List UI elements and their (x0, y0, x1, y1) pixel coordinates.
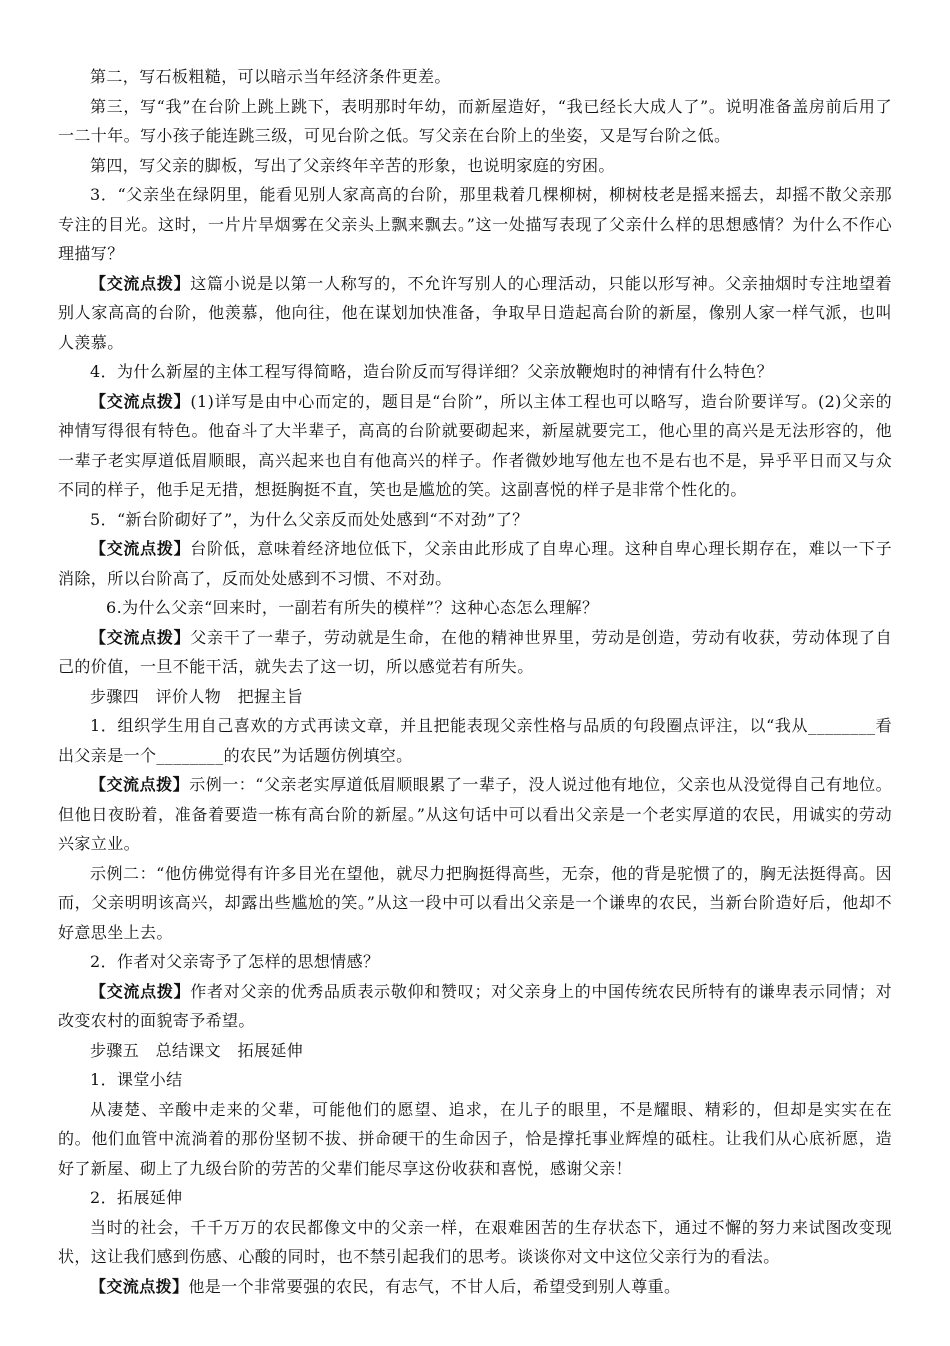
answer-text: 台阶低，意味着经济地位低下，父亲由此形成了自卑心理。这种自卑心理长期存在，难以一下子消除，所以台阶高了，反而处处感到不习惯、不对劲。 (58, 539, 892, 588)
answer-text: 这篇小说是以第一人称写的，不允许写别人的心理活动，只能以形写神。父亲抽烟时专注地望着别人家高高的台阶，他羡慕，他向往，他在谋划加快准备，争取早日造起高台阶的新屋，像别人家一样气派，也叫人羡慕。 (58, 273, 892, 352)
answer-tag: 【交流点拨】 (90, 981, 191, 1001)
answer-6 (58, 623, 892, 682)
answer-tag: 【交流点拨】 (90, 273, 191, 293)
answer-tag: 【交流点拨】 (90, 539, 191, 558)
paragraph-text: 第三，写“我”在台阶上跳上跳下，表明那时年幼，而新屋造好，“我已经长大成人了”。说明准备盖房前后用了一二十年。写小孩子能连跳三级，可见台阶之低。写父亲在台阶上的坐姿，又是写台阶之低。 (58, 96, 892, 145)
paragraph-text: 当时的社会，千千万万的农民都像文中的父亲一样，在艰难困苦的生存状态下，通过不懈的努力来试图改变现状，这让我们感到伤感、心酸的同时，也不禁引起我们的思考。谈谈你对文中这位父亲行为的看法。 (58, 1217, 892, 1266)
paragraph-text: 从凄楚、辛酸中走来的父辈，可能他们的愿望、追求，在儿子的眼里，不是耀眼、精彩的，但却是实实在在的。他们血管中流淌着的那份坚韧不拔、拼命硬干的生命因子，恰是撑托事业辉煌的砥柱。让我们从心底祈愿，造好了新屋、砌上了九级台阶的劳苦的父辈们能尽享这份收获和喜悦，感谢父亲！ (58, 1099, 892, 1178)
step-4-heading (58, 682, 892, 712)
answer-text: 作者对父亲的优秀品质表示敬仰和赞叹；对父亲身上的中国传统农民所特有的谦卑表示同情；对改变农村的面貌寄予希望。 (58, 981, 892, 1030)
answer-text: 父亲干了一辈子，劳动就是生命，在他的精神世界里，劳动是创造，劳动有收获，劳动体现了自己的价值，一旦不能干活，就失去了这一切，所以感觉若有所失。 (58, 627, 892, 676)
question-text: 3．“父亲坐在绿阴里，能看见别人家高高的台阶，那里栽着几棵柳树，柳树枝老是摇来摇去，却摇不散父亲那专注的目光。这时，一片片旱烟雾在父亲头上飘来飘去。”这一处描写表现了父亲什么样的思想感情？为什么不作心理描写？ (58, 185, 892, 263)
question-text: 4．为什么新屋的主体工程写得简略，造台阶反而写得详细？父亲放鞭炮时的神情有什么特色？ (90, 362, 773, 381)
subheading-text: 2．拓展延伸 (90, 1188, 183, 1207)
summary-text (58, 1095, 892, 1184)
answer-tag: 【交流点拨】 (90, 391, 191, 411)
heading-text: 步骤五 总结课文 拓展延伸 (90, 1040, 304, 1060)
paragraph-2 (58, 62, 892, 92)
question-text: 6.为什么父亲“回来时，一副若有所失的模样”？这种心态怎么理解？ (106, 598, 599, 617)
answer-text: 他是一个非常要强的农民，有志气，不甘人后，希望受到别人尊重。 (188, 1276, 681, 1296)
answer-3 (58, 269, 892, 358)
task-text: 1．组织学生用自己喜欢的方式再读文章，并且把能表现父亲性格与品质的句段圈点评注，以“我从________看出父亲是一个________的农民”为话题仿例填空。 (58, 716, 892, 765)
paragraph-3 (58, 92, 892, 151)
paragraph-4 (58, 151, 892, 181)
answer-extension (58, 1272, 892, 1302)
answer-text: (1)详写是由中心而定的，题目是“台阶”，所以主体工程也可以略写，造台阶要详写。(2)父亲的神情写得很有特色。他奋斗了大半辈子，高高的台阶就要砌起来，新屋就要完工，他心里的高兴是无法形容的，他一辈子老实厚道低眉顺眼，高兴起来也自有他高兴的样子。作者微妙地写他左也不是右也不是，异乎平日而又与众不同的样子，他手足无措，想挺胸挺不直，笑也是尴尬的笑。这副喜悦的样子是非常个性化的。 (58, 391, 893, 499)
task-text: 2．作者对父亲寄予了怎样的思想情感？ (90, 952, 380, 971)
example-1 (58, 770, 892, 859)
step-5-heading (58, 1036, 892, 1066)
question-text: 5．“新台阶砌好了”，为什么父亲反而处处感到“不对劲”了？ (90, 509, 529, 529)
step-4-task-1 (58, 711, 892, 770)
answer-4 (58, 387, 892, 505)
example-text: 示例二：“他仿佛觉得有许多目光在望他，就尽力把胸挺得高些，无奈，他的背是驼惯了的，胸无法挺得高。因而，父亲明明该高兴，却露出些尴尬的笑。”从这一段中可以看出父亲是一个谦卑的农民，当新台阶造好后，他却不好意思坐上去。 (58, 863, 892, 942)
answer-tag: 【交流点拨】 (90, 1276, 189, 1296)
summary-heading (58, 1065, 892, 1095)
subheading-text: 1．课堂小结 (90, 1070, 183, 1089)
example-2 (58, 859, 892, 948)
answer-tag: 【交流点拨】 (90, 775, 190, 794)
question-6 (58, 593, 892, 623)
answer-5 (58, 534, 892, 593)
extension-heading (58, 1183, 892, 1213)
question-5 (58, 505, 892, 535)
answer-step-4-2 (58, 977, 892, 1036)
answer-tag: 【交流点拨】 (90, 627, 191, 647)
heading-text: 步骤四 评价人物 把握主旨 (90, 686, 304, 706)
answer-text: 示例一：“父亲老实厚道低眉顺眼累了一辈子，没人说过他有地位，父亲也从没觉得自己有地位。但他日夜盼着，准备着要造一栋有高台阶的新屋。”从这句话中可以看出父亲是一个老实厚道的农民，用诚实的劳动兴家立业。 (58, 775, 892, 853)
paragraph-text: 第四，写父亲的脚板，写出了父亲终年辛苦的形象，也说明家庭的穷困。 (90, 155, 615, 175)
question-3 (58, 180, 892, 269)
question-4 (58, 357, 892, 387)
step-4-task-2 (58, 947, 892, 977)
document-page (58, 62, 892, 1301)
paragraph-text: 第二，写石板粗糙，可以暗示当年经济条件更差。 (90, 67, 451, 86)
extension-text (58, 1213, 892, 1272)
